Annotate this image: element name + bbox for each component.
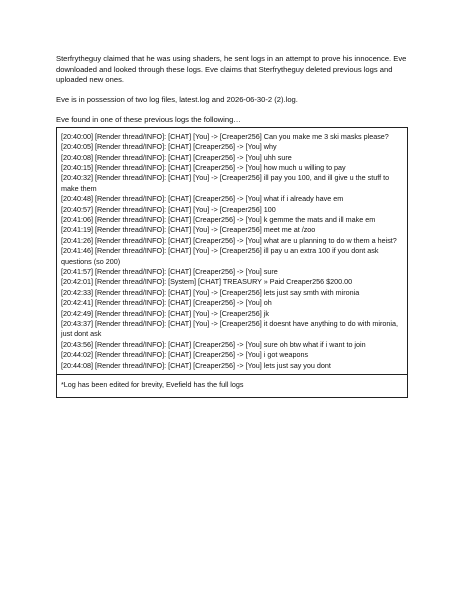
log-line: [20:40:57] [Render thread/INFO]: [CHAT] [You] -> [Creaper256] 100 [61, 204, 276, 214]
log-line: [20:40:32] [Render thread/INFO]: [CHAT] [You] -> [Creaper256] ill pay you 100, and ill give u the stuff to make them [61, 173, 390, 193]
log-line: [20:42:41] [Render thread/INFO]: [CHAT] [Creaper256] -> [You] oh [61, 298, 272, 308]
log-line: [20:41:06] [Render thread/INFO]: [CHAT] [Creaper256] -> [You] k gemme the mats and ill make em [61, 215, 376, 224]
chat-log-box [56, 127, 408, 375]
log-line: [20:40:05] [Render thread/INFO]: [CHAT] [Creaper256] -> [You] why [61, 142, 277, 152]
log-line: [20:42:33] [Render thread/INFO]: [CHAT] [You] -> [Creaper256] lets just say smth with mironia [61, 287, 360, 297]
log-line: [20:43:56] [Render thread/INFO]: [CHAT] [Creaper256] -> [You] sure oh btw what if i want to join [61, 339, 366, 349]
log-line: [20:41:46] [Render thread/INFO]: [CHAT] [You] -> [Creaper256] ill pay u an extra 100 if you dont ask questions (so 200) [61, 246, 379, 266]
log-line: [20:41:19] [Render thread/INFO]: [CHAT] [You] -> [Creaper256] meet me at /zoo [61, 225, 316, 235]
log-line: [20:44:02] [Render thread/INFO]: [CHAT] [Creaper256] -> [You] i got weapons [61, 350, 309, 360]
intro-paragraph: Sterfrytheguy claimed that he was using shaders, he sent logs in an attempt to prove his innocence. Eve downloaded and looked through these logs. Eve claims that Sterfrytheguy deleted previous logs and uploaded new ones. [56, 54, 407, 85]
edit-note: *Log has been edited for brevity, Evefield has the full logs [61, 380, 244, 390]
log-line: [20:40:00] [Render thread/INFO]: [CHAT] [You] -> [Creaper256] Can you make me 3 ski masks please? [61, 131, 389, 141]
log-files-paragraph: Eve is in possession of two log files, latest.log and 2026-06-30-2 (2).log. [56, 95, 298, 105]
log-line: [20:42:49] [Render thread/INFO]: [CHAT] [You] -> [Creaper256] jk [61, 308, 269, 318]
log-line: [20:41:26] [Render thread/INFO]: [CHAT] [Creaper256] -> [You] what are u planning to do w them a heist? [61, 235, 397, 245]
log-line: [20:43:37] [Render thread/INFO]: [CHAT] [You] -> [Creaper256] it doesnt have anything to do with mironia, just dont ask [61, 319, 398, 339]
log-line: [20:44:08] [Render thread/INFO]: [CHAT] [Creaper256] -> [You] lets just say you dont [61, 360, 331, 370]
found-paragraph: Eve found in one of these previous logs the following… [56, 115, 241, 125]
log-line: [20:40:15] [Render thread/INFO]: [CHAT] [Creaper256] -> [You] how much u willing to pay [61, 162, 346, 172]
log-line: [20:41:57] [Render thread/INFO]: [CHAT] [Creaper256] -> [You] sure [61, 267, 278, 277]
edit-note-box [56, 375, 408, 397]
log-line: [20:42:01] [Render thread/INFO]: [System] [CHAT] TREASURY » Paid Creaper256 $200.00 [61, 277, 353, 287]
document-page [56, 54, 408, 398]
log-line: [20:40:48] [Render thread/INFO]: [CHAT] [Creaper256] -> [You] what if i already have em [61, 194, 344, 204]
log-line: [20:40:08] [Render thread/INFO]: [CHAT] [Creaper256] -> [You] uhh sure [61, 152, 292, 162]
